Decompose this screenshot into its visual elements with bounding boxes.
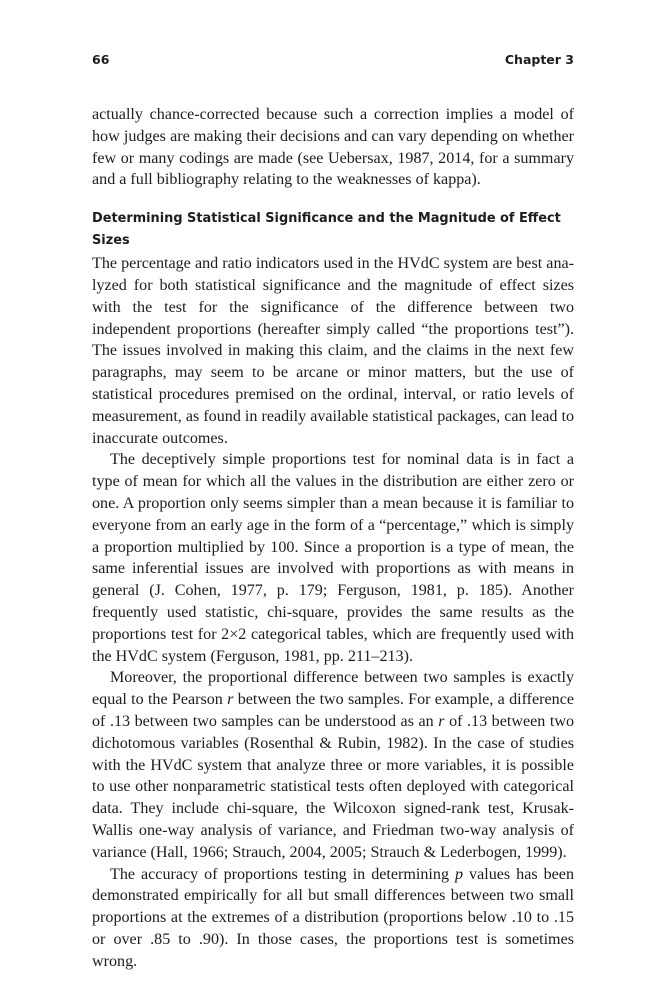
text-run: values has been demonstrated empirically for all but small differences between two small proportions at the extremes of a distribution (proportions below .10 to .15 or over .85 to .90). In those cases, the proportions test is sometimes wrong.: [92, 865, 574, 970]
chapter-label: Chapter 3: [504, 52, 574, 67]
page-number: 66: [92, 52, 110, 67]
paragraph: The percentage and ratio indicators used in the HVdC system are best analyzed for both statistical significance and the magnitude of effect sizes with the test for the significance of the difference between two independent proportions (hereafter simply called “the proportions test”). The issues involved in making this claim, and the claims in the next few paragraphs, may seem to be arcane or minor matters, but the use of statistical procedures premised on the ordinal, interval, or ratio levels of measurement, as found in readily available statistical packages, can lead to inaccurate outcomes.: [92, 255, 574, 447]
text-run: between the two samples. For example, a difference of .13 between two samples can be understood as an: [92, 691, 574, 730]
paragraph: [92, 864, 574, 973]
text-run: Moreover, the proportional difference between two samples is exactly equal to the Pearson: [92, 669, 574, 709]
italic-variable: p: [455, 865, 464, 883]
paragraph: [92, 667, 574, 863]
italic-variable: r: [227, 691, 234, 709]
italic-variable: r: [438, 712, 445, 730]
running-header: [92, 52, 574, 70]
paragraph: The deceptively simple proportions test for nominal data is in fact a type of mean for which all the values in the distribution are either zero or one. A proportion only seems simpler than a mean because it is familiar to everyone from an early age in the form of a “percentage,” which is simply a proportion multiplied by 100. Since a proportion is a type of mean, the same inferential issues are involved with proportions as with means in general (J. Cohen, 1977, p. 179; Ferguson, 1981, p. 185). Another frequently used statistic, chi-square, provides the same results as the proportions test for 2×2 categorical tables, which are frequently used with the HVdC system (Ferguson, 1981, pp. 211–213).: [92, 451, 574, 665]
section-heading: Determining Statistical Significance and the Magnitude of Effect Sizes: [92, 211, 561, 249]
text-run: of .13 between two dichotomous variables (Rosenthal & Rubin, 1982). In the case of studies with the HVdC system that analyze three or more variables, it is possible to use other nonparametric statistical tests often deployed with categorical data. They include chi-square, the Wilcoxon signed-rank test, Krusak-Wallis one-way analysis of variance, and Friedman two-way analysis of variance (Hall, 1966; Strauch, 2004, 2005; Strauch & Lederbogen, 1999).: [92, 712, 574, 861]
page-body: [92, 104, 574, 972]
text-run: The accuracy of proportions testing in determining: [110, 865, 455, 883]
paragraph-continued: actually chance-corrected because such a correction implies a model of how judges are making their decisions and can vary depending on whether few or many codings are made (see Uebersax, 1987, 2014, for a summary and a full bibliography relating to the weaknesses of kappa).: [92, 106, 574, 189]
